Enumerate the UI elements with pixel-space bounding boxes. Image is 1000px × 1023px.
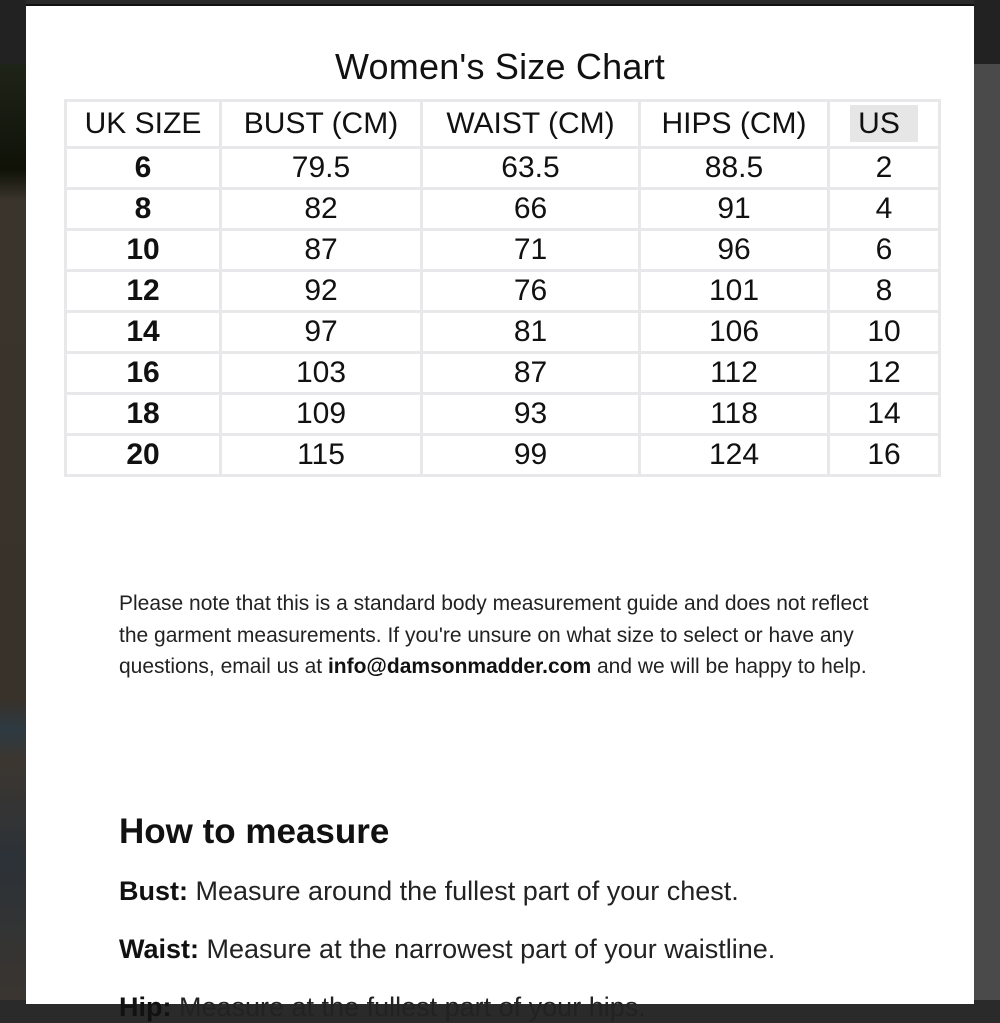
- table-row: [66, 435, 940, 476]
- how-to-measure-heading: How to measure: [119, 812, 390, 851]
- cell-uk-size: 12: [66, 271, 221, 312]
- cell-waist: 76: [422, 271, 640, 312]
- cell-us: 2: [829, 148, 940, 189]
- header-waist: WAIST (CM): [422, 101, 640, 148]
- cell-bust: 103: [221, 353, 422, 394]
- cell-uk-size: 14: [66, 312, 221, 353]
- header-bust: BUST (CM): [221, 101, 422, 148]
- cell-hips: 106: [640, 312, 829, 353]
- cell-waist: 66: [422, 189, 640, 230]
- table-row: [66, 394, 940, 435]
- cell-hips: 96: [640, 230, 829, 271]
- table-row: [66, 271, 940, 312]
- table-row: [66, 189, 940, 230]
- cell-bust: 92: [221, 271, 422, 312]
- cell-bust: 97: [221, 312, 422, 353]
- cell-bust: 115: [221, 435, 422, 476]
- cell-bust: 87: [221, 230, 422, 271]
- cell-us: 12: [829, 353, 940, 394]
- cell-us: 14: [829, 394, 940, 435]
- cell-us: 8: [829, 271, 940, 312]
- size-chart-table: [64, 99, 941, 477]
- measure-item-waist: [119, 934, 775, 965]
- table-row: [66, 353, 940, 394]
- cell-bust: 82: [221, 189, 422, 230]
- cell-uk-size: 18: [66, 394, 221, 435]
- cell-us: 4: [829, 189, 940, 230]
- cell-hips: 91: [640, 189, 829, 230]
- note-text: Please note that this is a standard body measurement guide and does not reflect the garment measurements. If you're unsure on what size to select or have any questions, email us at: [119, 592, 869, 678]
- measurement-note: [119, 588, 899, 683]
- cell-hips: 101: [640, 271, 829, 312]
- measure-item-bust: [119, 876, 739, 907]
- cell-waist: 93: [422, 394, 640, 435]
- note-text-end: and we will be happy to help.: [591, 655, 867, 678]
- cell-hips: 124: [640, 435, 829, 476]
- measure-text: Measure at the fullest part of your hips.: [171, 992, 646, 1022]
- modal-title: Women's Size Chart: [335, 46, 665, 87]
- cell-us: 6: [829, 230, 940, 271]
- measure-label: Hip:: [119, 992, 172, 1022]
- table-row: [66, 148, 940, 189]
- cell-waist: 87: [422, 353, 640, 394]
- page-backdrop-left: [0, 0, 26, 1000]
- cell-hips: 88.5: [640, 148, 829, 189]
- measure-label: Bust:: [119, 876, 188, 906]
- measure-label: Waist:: [119, 934, 199, 964]
- contact-email-link[interactable]: info@damsonmadder.com: [327, 655, 592, 678]
- cell-waist: 99: [422, 435, 640, 476]
- measure-text: Measure around the fullest part of your chest.: [188, 876, 739, 906]
- cell-waist: 63.5: [422, 148, 640, 189]
- size-chart-modal: [26, 4, 974, 1022]
- cell-us: 10: [829, 312, 940, 353]
- header-us: [829, 101, 940, 148]
- table-row: [66, 230, 940, 271]
- cell-uk-size: 10: [66, 230, 221, 271]
- page-backdrop-right: [974, 0, 1000, 1000]
- cell-uk-size: 6: [66, 148, 221, 189]
- cell-uk-size: 20: [66, 435, 221, 476]
- cell-bust: 79.5: [221, 148, 422, 189]
- measure-text: Measure at the narrowest part of your waistline.: [199, 934, 776, 964]
- header-hips: HIPS (CM): [640, 101, 829, 148]
- cell-us: 16: [829, 435, 940, 476]
- table-header-row: [66, 101, 940, 148]
- measure-item-hip: [119, 992, 646, 1023]
- cell-uk-size: 16: [66, 353, 221, 394]
- cell-hips: 118: [640, 394, 829, 435]
- cell-waist: 71: [422, 230, 640, 271]
- cell-waist: 81: [422, 312, 640, 353]
- us-header-label: US: [850, 105, 918, 142]
- cell-bust: 109: [221, 394, 422, 435]
- table-row: [66, 312, 940, 353]
- cell-uk-size: 8: [66, 189, 221, 230]
- header-uk-size: UK SIZE: [66, 101, 221, 148]
- cell-hips: 112: [640, 353, 829, 394]
